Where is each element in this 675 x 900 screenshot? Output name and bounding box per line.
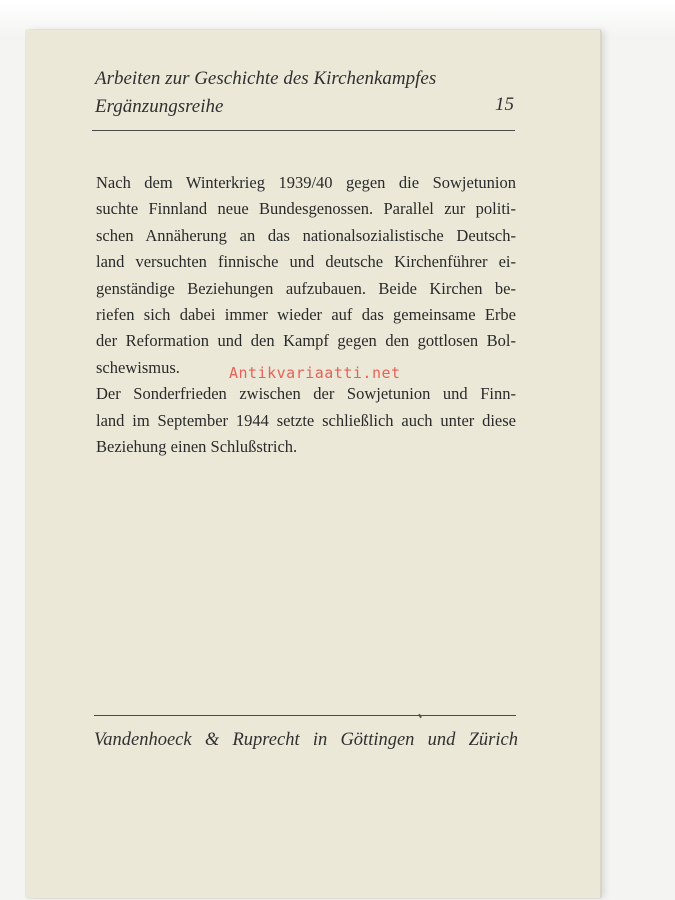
blurb-line: riefen sich dabei immer wieder auf das gemeinsame Erbe (96, 305, 516, 325)
top-divider (92, 130, 515, 131)
series-number: 15 (495, 94, 514, 115)
series-title: Arbeiten zur Geschichte des Kirchenkampfes (95, 68, 437, 89)
blurb-line: Nach dem Winterkrieg 1939/40 gegen die Sowjetunion (96, 173, 516, 192)
blurb-line: schen Annäherung an das nationalsozialistische Deutsch- (96, 225, 516, 245)
book-back-cover (26, 30, 601, 898)
blurb-text (96, 170, 516, 460)
blurb-line: Der Sonderfrieden zwischen der Sowjetunion und Finn- (96, 384, 516, 404)
series-subtitle: Ergänzungsreihe (95, 96, 224, 117)
blurb-line: schewismus. (96, 357, 180, 377)
blurb-line: land versuchten finnische und deutsche Kirchenführer ei- (96, 252, 516, 272)
blurb-line: genständige Beziehungen aufzubauen. Beide Kirchen be- (96, 278, 516, 298)
bottom-divider (94, 715, 516, 716)
blurb-line: der Reformation und den Kampf gegen den gottlosen Bol- (96, 331, 516, 351)
blurb-line: suchte Finnland neue Bundesgenossen. Parallel zur politi- (96, 199, 516, 219)
publisher-line: Vandenhoeck & Ruprecht in Göttingen und Zürich (94, 730, 518, 750)
blurb-line: Beziehung einen Schlußstrich. (96, 437, 298, 457)
watermark-text: Antikvariaatti.net (229, 364, 401, 382)
blurb-line: land im September 1944 setzte schließlich auch unter diese (96, 410, 516, 430)
